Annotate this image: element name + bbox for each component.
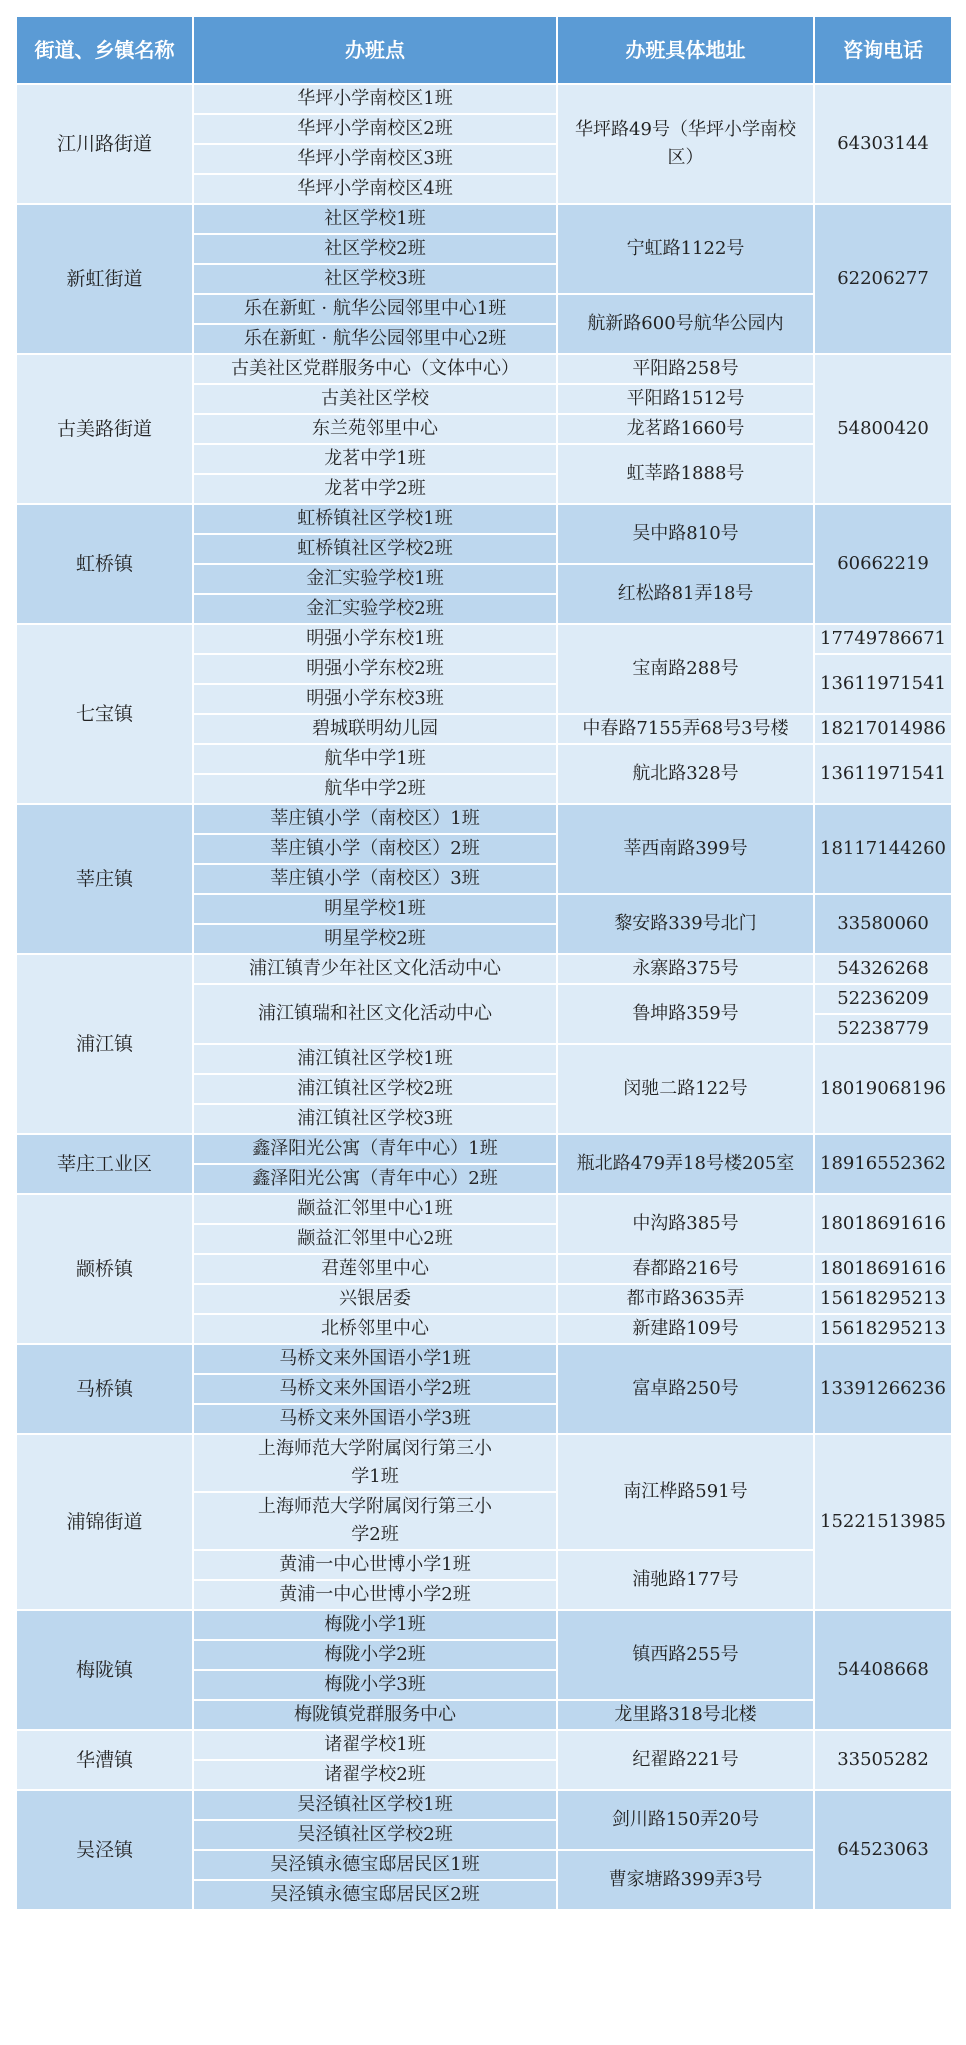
- address: 永寨路375号: [557, 954, 814, 984]
- address: 春都路216号: [557, 1254, 814, 1284]
- header-site: 办班点: [193, 16, 557, 84]
- address: 都市路3635弄: [557, 1284, 814, 1314]
- town-name: 虹桥镇: [16, 504, 193, 624]
- phone-number: 13611971541: [814, 654, 952, 714]
- class-site: 社区学校3班: [193, 264, 557, 294]
- phone-number: 64523063: [814, 1790, 952, 1910]
- class-site: 华坪小学南校区1班: [193, 84, 557, 114]
- phone-number: 13611971541: [814, 744, 952, 804]
- phone-number: 54800420: [814, 354, 952, 504]
- class-site: 虹桥镇社区学校2班: [193, 534, 557, 564]
- phone-number: 18117144260: [814, 804, 952, 894]
- town-name: 吴泾镇: [16, 1790, 193, 1910]
- table-row: [16, 954, 952, 984]
- town-name: 梅陇镇: [16, 1610, 193, 1730]
- class-site: 浦江镇社区学校1班: [193, 1044, 557, 1074]
- class-site: 吴泾镇永德宝邸居民区2班: [193, 1880, 557, 1910]
- phone-number: 52238779: [814, 1014, 952, 1044]
- class-site: 北桥邻里中心: [193, 1314, 557, 1344]
- town-name: 莘庄镇: [16, 804, 193, 954]
- address: 镇西路255号: [557, 1610, 814, 1700]
- class-site: 华坪小学南校区3班: [193, 144, 557, 174]
- class-site: 航华中学2班: [193, 774, 557, 804]
- class-site: 马桥文来外国语小学1班: [193, 1344, 557, 1374]
- class-site: 莘庄镇小学（南校区）1班: [193, 804, 557, 834]
- address: 黎安路339号北门: [557, 894, 814, 954]
- class-site: 兴银居委: [193, 1284, 557, 1314]
- class-site: 鑫泽阳光公寓（青年中心）1班: [193, 1134, 557, 1164]
- address: 航新路600号航华公园内: [557, 294, 814, 354]
- address: 浦驰路177号: [557, 1550, 814, 1610]
- class-site: 梅陇小学3班: [193, 1670, 557, 1700]
- phone-number: 18018691616: [814, 1194, 952, 1254]
- class-site: 颛益汇邻里中心2班: [193, 1224, 557, 1254]
- address: 宝南路288号: [557, 624, 814, 714]
- phone-number: 64303144: [814, 84, 952, 204]
- class-site: 诸翟学校2班: [193, 1760, 557, 1790]
- address: 鲁坤路359号: [557, 984, 814, 1044]
- address: 富卓路250号: [557, 1344, 814, 1434]
- class-site: 明强小学东校2班: [193, 654, 557, 684]
- address: 莘西南路399号: [557, 804, 814, 894]
- class-site: 华坪小学南校区2班: [193, 114, 557, 144]
- town-name: 浦江镇: [16, 954, 193, 1134]
- class-site: 乐在新虹 · 航华公园邻里中心2班: [193, 324, 557, 354]
- address: 剑川路150弄20号: [557, 1790, 814, 1850]
- class-site: 浦江镇社区学校3班: [193, 1104, 557, 1134]
- class-site: 黄浦一中心世博小学2班: [193, 1580, 557, 1610]
- address: 中沟路385号: [557, 1194, 814, 1254]
- phone-number: 18217014986: [814, 714, 952, 744]
- class-site: 金汇实验学校2班: [193, 594, 557, 624]
- address: 平阳路258号: [557, 354, 814, 384]
- address: 航北路328号: [557, 744, 814, 804]
- class-site: 莘庄镇小学（南校区）3班: [193, 864, 557, 894]
- class-site: 龙茗中学1班: [193, 444, 557, 474]
- phone-number: 33580060: [814, 894, 952, 954]
- class-site: 梅陇镇党群服务中心: [193, 1700, 557, 1730]
- table-row: [16, 1344, 952, 1374]
- phone-number: 18018691616: [814, 1254, 952, 1284]
- table-row: [16, 1730, 952, 1760]
- class-site: 莘庄镇小学（南校区）2班: [193, 834, 557, 864]
- phone-number: 13391266236: [814, 1344, 952, 1434]
- class-site: 航华中学1班: [193, 744, 557, 774]
- town-name: 马桥镇: [16, 1344, 193, 1434]
- header-address: 办班具体地址: [557, 16, 814, 84]
- class-site: 明强小学东校1班: [193, 624, 557, 654]
- header-town: 街道、乡镇名称: [16, 16, 193, 84]
- phone-number: 60662219: [814, 504, 952, 624]
- address: 平阳路1512号: [557, 384, 814, 414]
- class-site: 浦江镇瑞和社区文化活动中心: [193, 984, 557, 1044]
- class-site: 诸翟学校1班: [193, 1730, 557, 1760]
- table-row: [16, 1194, 952, 1224]
- class-site: 黄浦一中心世博小学1班: [193, 1550, 557, 1580]
- address: 龙茗路1660号: [557, 414, 814, 444]
- town-name: 颛桥镇: [16, 1194, 193, 1344]
- class-site: 明星学校2班: [193, 924, 557, 954]
- town-name: 华漕镇: [16, 1730, 193, 1790]
- town-name: 七宝镇: [16, 624, 193, 804]
- class-site: 社区学校1班: [193, 204, 557, 234]
- table-header: [16, 16, 952, 84]
- class-site: 马桥文来外国语小学3班: [193, 1404, 557, 1434]
- class-site: 碧城联明幼儿园: [193, 714, 557, 744]
- class-site: 虹桥镇社区学校1班: [193, 504, 557, 534]
- address: 瓶北路479弄18号楼205室: [557, 1134, 814, 1194]
- table-row: [16, 1790, 952, 1820]
- class-site: 明强小学东校3班: [193, 684, 557, 714]
- class-site: 东兰苑邻里中心: [193, 414, 557, 444]
- town-name: 古美路街道: [16, 354, 193, 504]
- class-site: 吴泾镇社区学校2班: [193, 1820, 557, 1850]
- class-site: 明星学校1班: [193, 894, 557, 924]
- class-site: 梅陇小学1班: [193, 1610, 557, 1640]
- table-row: [16, 804, 952, 834]
- class-site: 马桥文来外国语小学2班: [193, 1374, 557, 1404]
- table-body: [16, 84, 952, 1910]
- address: 吴中路810号: [557, 504, 814, 564]
- header-phone: 咨询电话: [814, 16, 952, 84]
- town-name: 新虹街道: [16, 204, 193, 354]
- address: 红松路81弄18号: [557, 564, 814, 624]
- phone-number: 18916552362: [814, 1134, 952, 1194]
- phone-number: 18019068196: [814, 1044, 952, 1134]
- class-site: 君莲邻里中心: [193, 1254, 557, 1284]
- class-site: 颛益汇邻里中心1班: [193, 1194, 557, 1224]
- address: 龙里路318号北楼: [557, 1700, 814, 1730]
- class-site: 金汇实验学校1班: [193, 564, 557, 594]
- phone-number: 15618295213: [814, 1314, 952, 1344]
- address: 纪翟路221号: [557, 1730, 814, 1790]
- phone-number: 15221513985: [814, 1434, 952, 1610]
- address: 南江桦路591号: [557, 1434, 814, 1550]
- town-name: 莘庄工业区: [16, 1134, 193, 1194]
- table-row: [16, 624, 952, 654]
- class-site: 吴泾镇永德宝邸居民区1班: [193, 1850, 557, 1880]
- address: 曹家塘路399弄3号: [557, 1850, 814, 1910]
- class-site: 上海师范大学附属闵行第三小学1班: [193, 1434, 557, 1492]
- address: 虹莘路1888号: [557, 444, 814, 504]
- table-row: [16, 504, 952, 534]
- table-row: [16, 204, 952, 234]
- table-row: [16, 1610, 952, 1640]
- class-site: 浦江镇青少年社区文化活动中心: [193, 954, 557, 984]
- class-locations-table: [15, 15, 953, 1911]
- address: 宁虹路1122号: [557, 204, 814, 294]
- class-site: 华坪小学南校区4班: [193, 174, 557, 204]
- class-site: 上海师范大学附属闵行第三小学2班: [193, 1492, 557, 1550]
- phone-number: 15618295213: [814, 1284, 952, 1314]
- class-site: 乐在新虹 · 航华公园邻里中心1班: [193, 294, 557, 324]
- class-site: 古美社区学校: [193, 384, 557, 414]
- class-site: 浦江镇社区学校2班: [193, 1074, 557, 1104]
- table-row: [16, 1134, 952, 1164]
- phone-number: 33505282: [814, 1730, 952, 1790]
- table-row: [16, 84, 952, 114]
- class-site: 梅陇小学2班: [193, 1640, 557, 1670]
- address: 新建路109号: [557, 1314, 814, 1344]
- address: 闵驰二路122号: [557, 1044, 814, 1134]
- table-row: [16, 354, 952, 384]
- address: 华坪路49号（华坪小学南校区）: [557, 84, 814, 204]
- class-site: 古美社区党群服务中心（文体中心）: [193, 354, 557, 384]
- address: 中春路7155弄68号3号楼: [557, 714, 814, 744]
- class-site: 社区学校2班: [193, 234, 557, 264]
- class-site: 鑫泽阳光公寓（青年中心）2班: [193, 1164, 557, 1194]
- header-row: [16, 16, 952, 84]
- phone-number: 62206277: [814, 204, 952, 354]
- phone-number: 17749786671: [814, 624, 952, 654]
- town-name: 江川路街道: [16, 84, 193, 204]
- class-site: 吴泾镇社区学校1班: [193, 1790, 557, 1820]
- class-site: 龙茗中学2班: [193, 474, 557, 504]
- phone-number: 54408668: [814, 1610, 952, 1730]
- phone-number: 52236209: [814, 984, 952, 1014]
- schedule-table-container: [15, 15, 953, 1911]
- phone-number: 54326268: [814, 954, 952, 984]
- town-name: 浦锦街道: [16, 1434, 193, 1610]
